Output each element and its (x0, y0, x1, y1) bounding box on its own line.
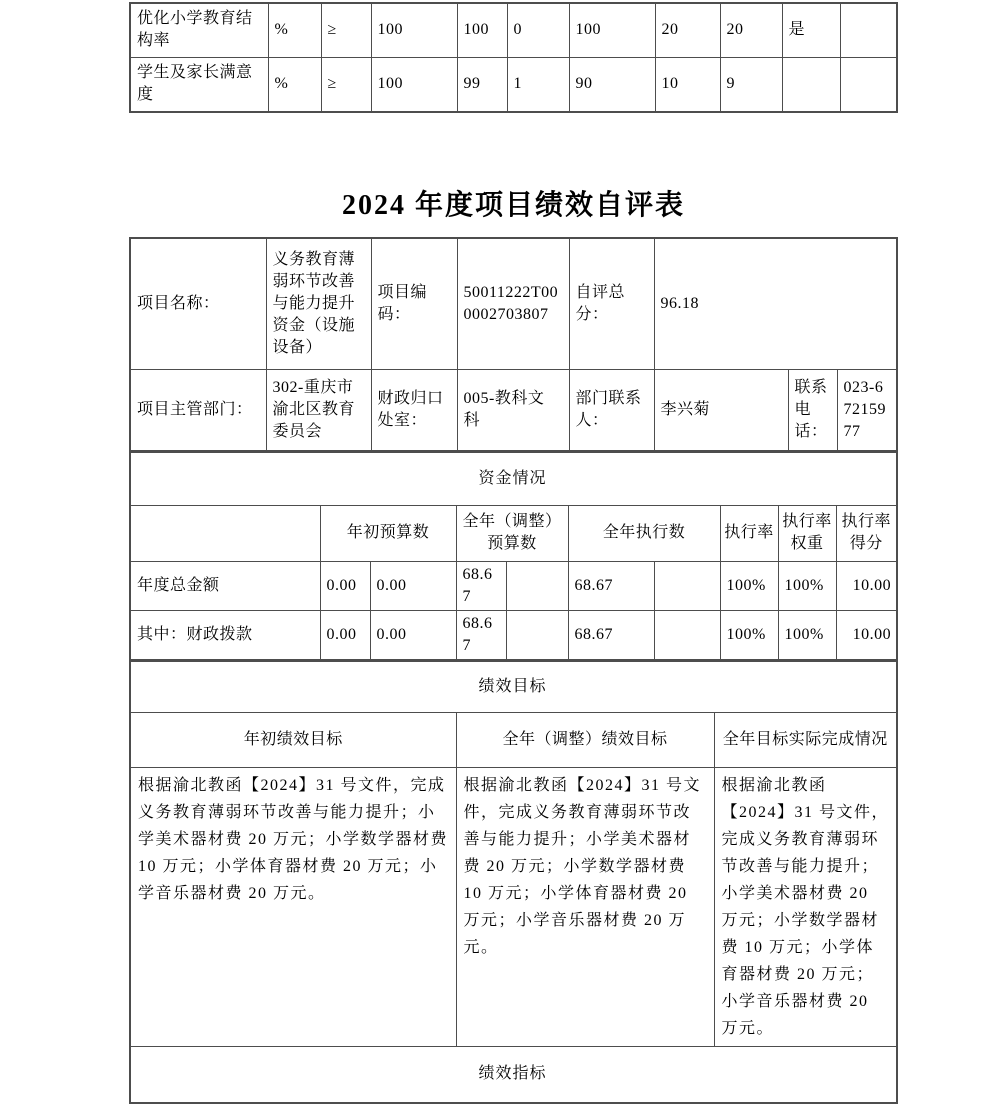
empty-cell (840, 57, 897, 112)
goal-actual-text: 根据渝北教函【2024】31 号文件，完成义务教育薄弱环节改善与能力提升；小学美术器材费 20 万元；小学数学器材费 10 万元；小学体育器材费 20 万元；小学音乐器材费 20 万元。 (714, 768, 897, 1047)
table-row (130, 3, 897, 57)
contact-label: 部门联系人： (569, 369, 654, 451)
dept-label: 项目主管部门： (130, 369, 266, 451)
table-row (130, 713, 897, 768)
table-row (130, 369, 897, 451)
performance-section-title: 绩效目标 (130, 661, 897, 713)
funding-table (129, 451, 898, 661)
goal-initial-header: 年初绩效目标 (130, 713, 456, 768)
funding-value: 0.00 (370, 561, 456, 610)
funding-rate: 100% (720, 561, 778, 610)
funding-rate-weight: 100% (778, 610, 836, 660)
funding-value: 0.00 (370, 610, 456, 660)
project-info-table (129, 237, 898, 452)
indicator-direction: ≥ (321, 3, 371, 57)
goal-adjusted-text: 根据渝北教函【2024】31 号文件，完成义务教育薄弱环节改善与能力提升；小学美术器材费 20 万元；小学数学器材费 10 万元；小学体育器材费 20 万元；小学音乐器材费 20 万元。 (456, 768, 714, 1047)
funding-rate: 100% (720, 610, 778, 660)
indicator-value: 99 (457, 57, 507, 112)
indicator-value: 100 (569, 3, 655, 57)
indicator-value: 100 (457, 3, 507, 57)
empty-cell (654, 610, 720, 660)
rate-header: 执行率 (720, 505, 778, 561)
budget-adjusted-header: 全年（调整）预算数 (456, 505, 568, 561)
funding-row-label: 其中：财政拨款 (130, 610, 320, 660)
rate-score-header: 执行率得分 (836, 505, 897, 561)
funding-value: 0.00 (320, 610, 370, 660)
performance-table (129, 660, 898, 1104)
contact-value: 李兴菊 (654, 369, 788, 451)
funding-value: 0.00 (320, 561, 370, 610)
empty-cell (654, 561, 720, 610)
budget-initial-header: 年初预算数 (320, 505, 456, 561)
table-row (130, 505, 897, 561)
funding-rate-weight: 100% (778, 561, 836, 610)
executed-header: 全年执行数 (568, 505, 720, 561)
phone-label: 联系电话： (788, 369, 837, 451)
indicator-flag (782, 57, 840, 112)
self-evaluation-table (129, 237, 898, 1104)
indicator-unit: % (268, 57, 321, 112)
dept-value: 302-重庆市渝北区教育委员会 (266, 369, 371, 451)
funding-value: 68.67 (456, 561, 506, 610)
indicator-value: 0 (507, 3, 569, 57)
table-row (130, 57, 897, 112)
funding-rate-score: 10.00 (836, 610, 897, 660)
funding-value: 68.67 (456, 610, 506, 660)
table-row (130, 452, 897, 505)
funding-value: 68.67 (568, 610, 654, 660)
empty-header-cell (130, 505, 320, 561)
indicator-value: 9 (720, 57, 782, 112)
empty-cell (840, 3, 897, 57)
indicator-name: 学生及家长满意度 (130, 57, 268, 112)
table-row (130, 610, 897, 660)
project-code-label: 项目编码： (371, 238, 457, 369)
indicator-flag: 是 (782, 3, 840, 57)
indicator-continuation-table (129, 2, 898, 113)
indicator-value: 100 (371, 57, 457, 112)
empty-cell (506, 561, 568, 610)
indicator-value: 10 (655, 57, 720, 112)
funding-row-label: 年度总金额 (130, 561, 320, 610)
project-name-label: 项目名称： (130, 238, 266, 369)
project-name-value: 义务教育薄弱环节改善与能力提升资金（设施设备） (266, 238, 371, 369)
indicator-value: 20 (720, 3, 782, 57)
project-code-value: 50011222T000002703807 (457, 238, 569, 369)
finance-office-label: 财政归口处室： (371, 369, 457, 451)
rate-weight-header: 执行率权重 (778, 505, 836, 561)
goal-initial-text: 根据渝北教函【2024】31 号文件，完成义务教育薄弱环节改善与能力提升；小学美术器材费 20 万元；小学数学器材费 10 万元；小学体育器材费 20 万元；小学音乐器材费 20 万元。 (130, 768, 456, 1047)
self-score-value: 96.18 (654, 238, 897, 369)
phone-value: 023-67215977 (837, 369, 897, 451)
funding-section-title: 资金情况 (130, 452, 897, 505)
table-row (130, 768, 897, 1047)
goal-adjusted-header: 全年（调整）绩效目标 (456, 713, 714, 768)
indicator-value: 20 (655, 3, 720, 57)
finance-office-value: 005-教科文科 (457, 369, 569, 451)
table-row (130, 238, 897, 369)
table-row (130, 1047, 897, 1103)
table-row (130, 661, 897, 713)
page-title: 2024 年度项目绩效自评表 (341, 190, 685, 221)
indicator-value: 1 (507, 57, 569, 112)
funding-rate-score: 10.00 (836, 561, 897, 610)
indicator-name: 优化小学教育结构率 (130, 3, 268, 57)
indicator-value: 100 (371, 3, 457, 57)
goal-actual-header: 全年目标实际完成情况 (714, 713, 897, 768)
indicators-section-title: 绩效指标 (130, 1047, 897, 1103)
indicator-value: 90 (569, 57, 655, 112)
empty-cell (506, 610, 568, 660)
funding-value: 68.67 (568, 561, 654, 610)
table-row (130, 561, 897, 610)
indicator-unit: % (268, 3, 321, 57)
indicator-direction: ≥ (321, 57, 371, 112)
self-score-label: 自评总分： (569, 238, 654, 369)
